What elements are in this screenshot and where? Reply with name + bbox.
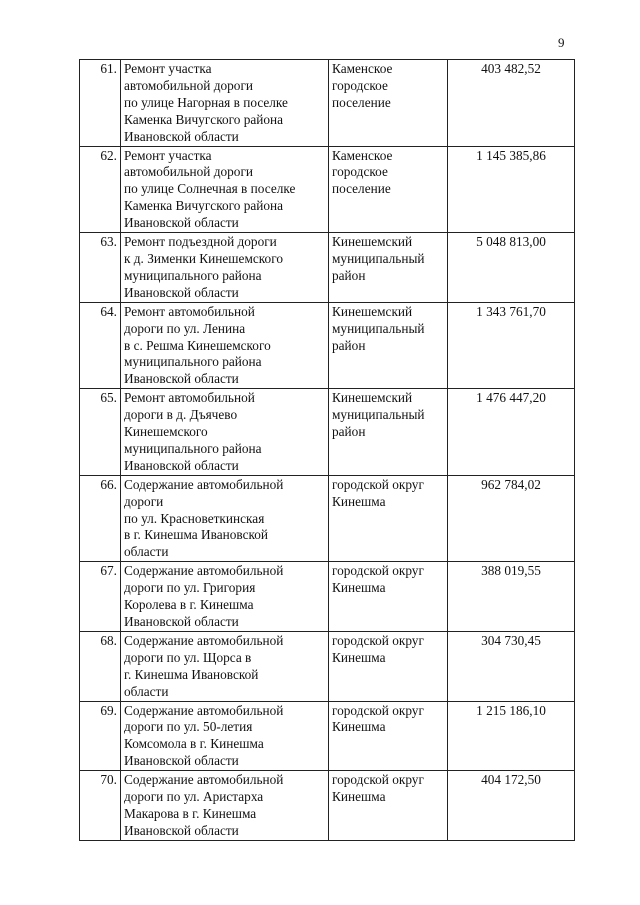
- project-name: Содержание автомобильной дороги по ул. Щорса в г. Кинешма Ивановской области: [121, 631, 329, 701]
- project-name: Ремонт участка автомобильной дороги по улице Солнечная в поселке Каменка Вичугского района Ивановской области: [121, 146, 329, 233]
- table-row: [80, 389, 575, 476]
- amount: 1 145 385,86: [448, 146, 575, 233]
- project-name: Содержание автомобильной дороги по ул. Красноветкинская в г. Кинешма Ивановской области: [121, 475, 329, 562]
- project-name: Содержание автомобильной дороги по ул. Григория Королева в г. Кинешма Ивановской области: [121, 562, 329, 632]
- row-number: 65.: [80, 389, 121, 476]
- recipient: Каменское городское поселение: [329, 146, 448, 233]
- amount: 304 730,45: [448, 631, 575, 701]
- row-number: 63.: [80, 233, 121, 303]
- amount: 403 482,52: [448, 60, 575, 147]
- amount: 1 476 447,20: [448, 389, 575, 476]
- table-row: [80, 631, 575, 701]
- row-number: 68.: [80, 631, 121, 701]
- row-number: 67.: [80, 562, 121, 632]
- table-row: [80, 60, 575, 147]
- amount: 1 343 761,70: [448, 302, 575, 389]
- table-row: [80, 475, 575, 562]
- recipient: Каменское городское поселение: [329, 60, 448, 147]
- row-number: 64.: [80, 302, 121, 389]
- table-row: [80, 771, 575, 841]
- recipient: Кинешемский муниципальный район: [329, 389, 448, 476]
- table-row: [80, 701, 575, 771]
- recipient: городской округ Кинешма: [329, 562, 448, 632]
- recipient: городской округ Кинешма: [329, 475, 448, 562]
- project-name: Ремонт автомобильной дороги в д. Дъячево Кинешемского муниципального района Ивановской области: [121, 389, 329, 476]
- row-number: 66.: [80, 475, 121, 562]
- road-funding-table: [79, 59, 575, 841]
- amount: 404 172,50: [448, 771, 575, 841]
- row-number: 62.: [80, 146, 121, 233]
- amount: 5 048 813,00: [448, 233, 575, 303]
- recipient: Кинешемский муниципальный район: [329, 233, 448, 303]
- project-name: Ремонт автомобильной дороги по ул. Ленина в с. Решма Кинешемского муниципального района Ивановской области: [121, 302, 329, 389]
- recipient: Кинешемский муниципальный район: [329, 302, 448, 389]
- table-row: [80, 146, 575, 233]
- recipient: городской округ Кинешма: [329, 771, 448, 841]
- row-number: 69.: [80, 701, 121, 771]
- project-name: Содержание автомобильной дороги по ул. 50-летия Комсомола в г. Кинешма Ивановской области: [121, 701, 329, 771]
- row-number: 70.: [80, 771, 121, 841]
- project-name: Содержание автомобильной дороги по ул. Аристарха Макарова в г. Кинешма Ивановской области: [121, 771, 329, 841]
- amount: 1 215 186,10: [448, 701, 575, 771]
- project-name: Ремонт участка автомобильной дороги по улице Нагорная в поселке Каменка Вичугского района Ивановской области: [121, 60, 329, 147]
- project-name: Ремонт подъездной дороги к д. Зименки Кинешемского муниципального района Ивановской области: [121, 233, 329, 303]
- recipient: городской округ Кинешма: [329, 701, 448, 771]
- page-number: 9: [558, 35, 565, 50]
- table-row: [80, 233, 575, 303]
- table-row: [80, 302, 575, 389]
- amount: 388 019,55: [448, 562, 575, 632]
- recipient: городской округ Кинешма: [329, 631, 448, 701]
- row-number: 61.: [80, 60, 121, 147]
- table-row: [80, 562, 575, 632]
- table-body: [80, 60, 575, 841]
- amount: 962 784,02: [448, 475, 575, 562]
